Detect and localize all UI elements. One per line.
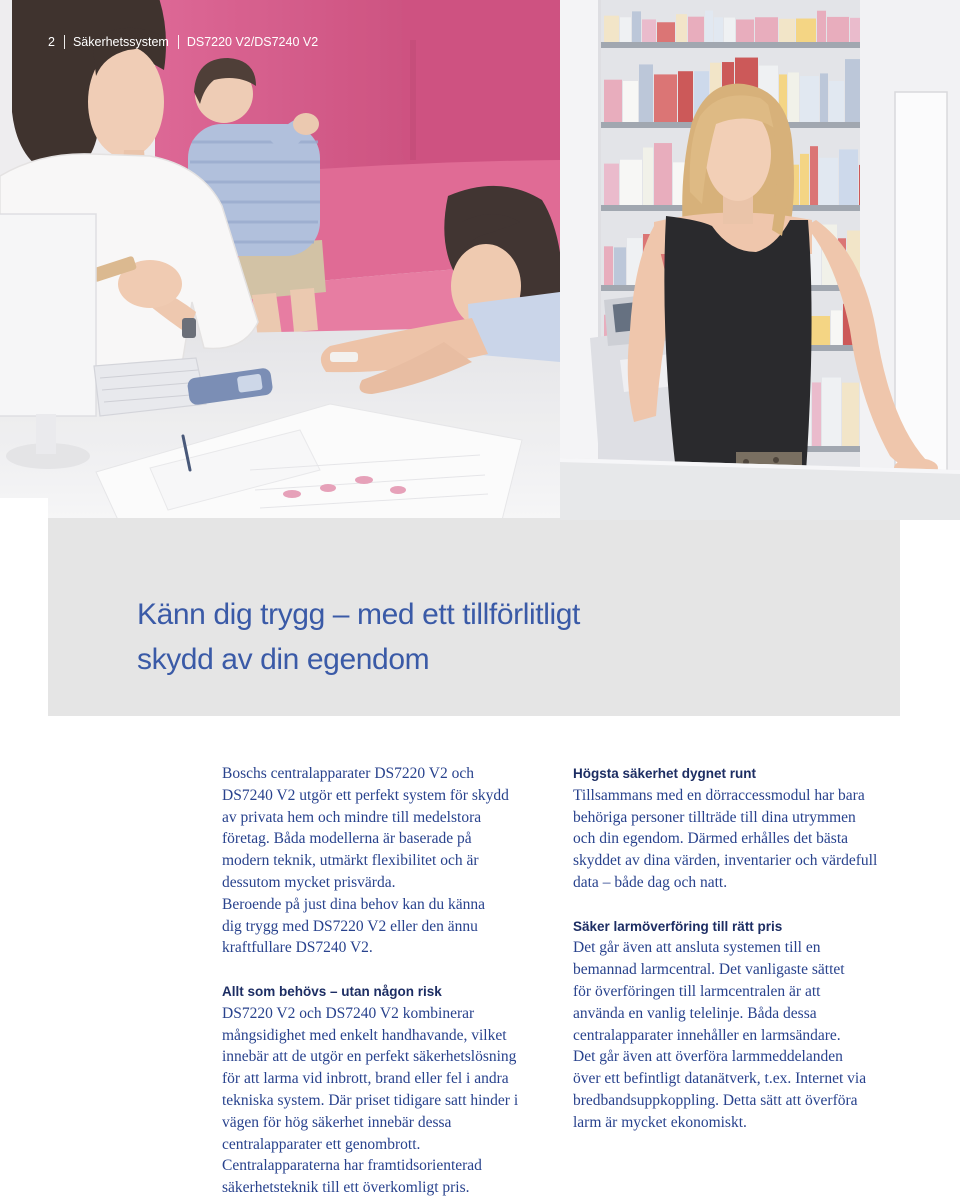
page-number: 2	[48, 35, 55, 49]
section-heading: Allt som behövs – utan någon risk	[222, 983, 442, 999]
section-paragraph: DS7220 V2 och DS7240 V2 kombinerar mångsidighet med enkelt handhavande, vilket innebär att de utgör en perfekt säkerhetslösning för att larma vid inbrott, brand eller fel i andra tekniska system. Där priset tidigare satt hinder i vägen för hög säkerhet innebär dessa centralapparater ett genombrott.	[222, 1004, 519, 1153]
right-text-column	[573, 763, 953, 1134]
section-name: Säkerhetssystem	[72, 35, 169, 49]
photo-family-home	[0, 0, 560, 520]
photo-pharmacy-shop	[560, 0, 960, 520]
header-separator	[64, 35, 65, 49]
section-paragraph: Det går även att ansluta systemen till en bemannad larmcentral. Det vanligaste sättet för överföringen till larmcentralen är att använda en vanlig telelinje. Båda dessa centralapparater innehåller en larmsändare.	[573, 939, 845, 1044]
intro-paragraph-2: Beroende på just dina behov kan du känna dig trygg med DS7220 V2 eller den ännu kraftfullare DS7240 V2.	[222, 895, 485, 957]
section-heading: Högsta säkerhet dygnet runt	[573, 766, 757, 781]
section-paragraph-2: Centralapparaterna har framtidsorienterad säkerhetsteknik till ett överkomligt pris.	[222, 1157, 482, 1197]
page-headline	[137, 592, 580, 682]
running-header	[48, 34, 318, 50]
headline-line-1: Känn dig trygg – med ett tillförlitligt	[137, 598, 580, 631]
intro-paragraph: Boschs centralapparater DS7220 V2 och DS7240 V2 utgör ett perfekt system för skydd av privata hem och mindre till medelstora företag. Båda modellerna är baserade på modern teknik, utmärkt flexibilitet och är dessutom mycket prisvärda.	[222, 765, 509, 891]
left-text-column	[222, 763, 582, 1199]
product-name: DS7220 V2/DS7240 V2	[186, 35, 319, 49]
headline-line-2: skydd av din egendom	[137, 643, 430, 676]
section-paragraph: Tillsammans med en dörraccessmodul har bara behöriga personer tillträde till dina utrymmen och din egendom. Därmed erhålles det bästa skyddet av dina värden, inventarier och värdefull data – både dag och natt.	[573, 786, 878, 891]
header-separator	[178, 35, 179, 49]
section-heading: Säker larmöverföring till rätt pris	[573, 918, 783, 934]
section-paragraph-2: Det går även att överföra larmmeddelanden över ett befintligt datanätverk, t.ex. Internet via bredbandsuppkoppling. Detta sätt att överföra larm är mycket ekonomiskt.	[573, 1048, 867, 1131]
